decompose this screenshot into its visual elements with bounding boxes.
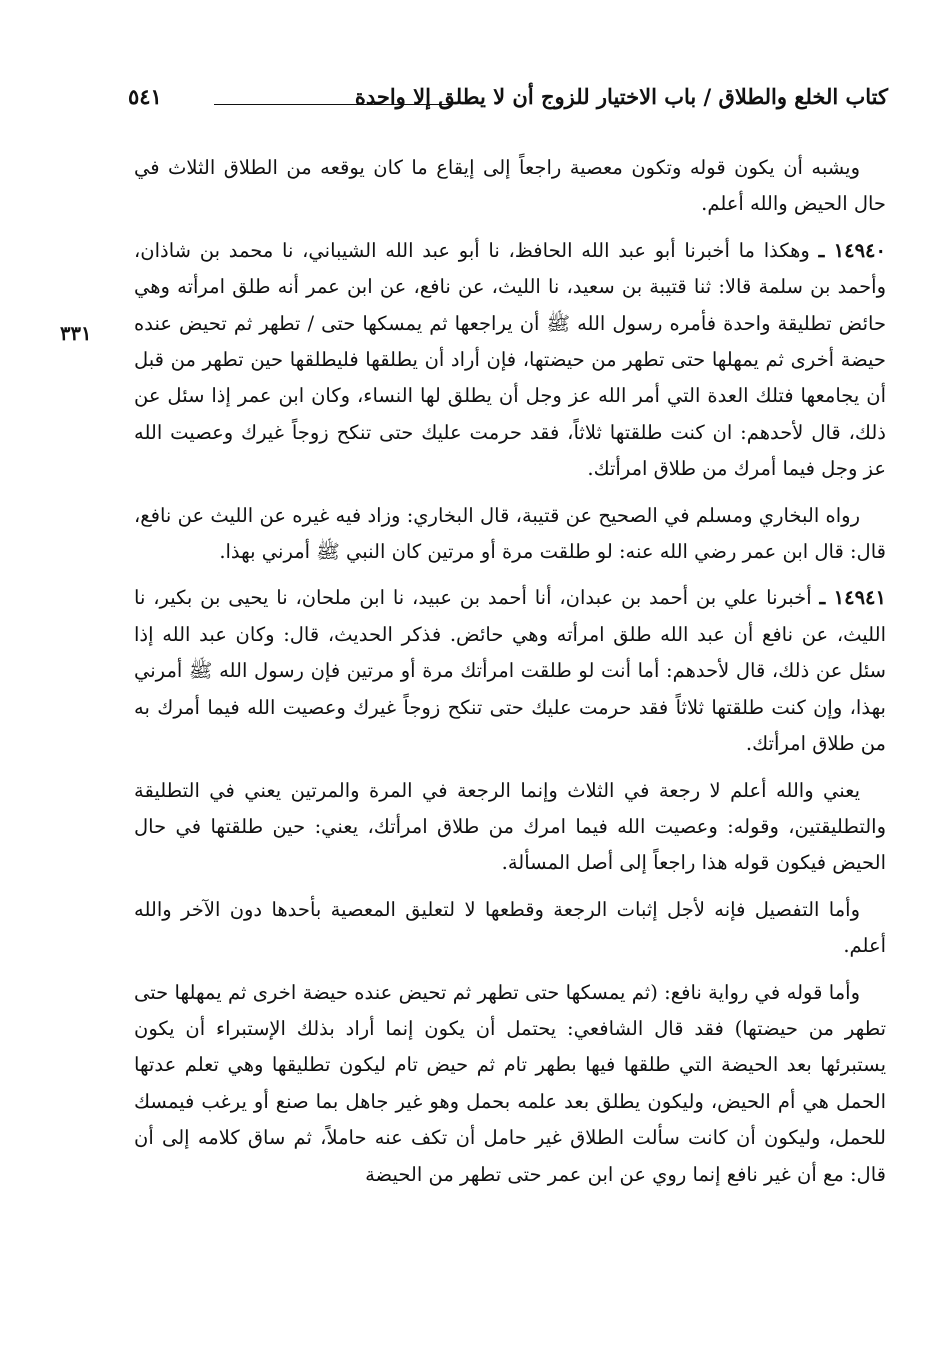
paragraph — [134, 498, 886, 571]
page-header — [128, 78, 888, 122]
margin-manuscript-folio: ٣٣١ — [60, 322, 92, 345]
header-rule — [214, 104, 452, 105]
paragraph — [134, 773, 886, 882]
page-number: ٥٤١ — [128, 84, 162, 109]
paragraph-text: أخبرنا علي بن أحمد بن عبدان، أنا أحمد بن عبيد، نا ابن ملحان، نا يحيى بن بكير، نا الليث، عن نافع أن عبد الله طلق امرأته وهي حائض. فذكر الحديث، قال: وكان عبد الله إذا سئل عن ذلك، قال لأحدهم: أما أنت لو طلقت امرأتك مرة أو مرتين فإن رسول الله ﷺ أمرني بهذا، وإن كنت طلقتها ثلاثاً فقد حرمت عليك حتى تنكح زوجاً غيرك وعصيت الله فيما أمرك به من طلاق امرأتك. — [134, 586, 886, 756]
paragraph — [134, 892, 886, 965]
paragraph-text: رواه البخاري ومسلم في الصحيح عن قتيبة، قال البخاري: وزاد فيه غيره عن الليث عن نافع، قال: قال ابن عمر رضي الله عنه: لو طلقت مرة أو مرتين كان النبي ﷺ أمرني بهذا. — [134, 503, 886, 564]
paragraph-text: وهكذا ما أخبرنا أبو عبد الله الحافظ، نا أبو عبد الله الشيباني، نا محمد بن شاذان، وأحمد بن سلمة قالا: ثنا قتيبة بن سعيد، نا الليث، عن نافع، عن ابن عمر أنه طلق امرأته وهي حائض تطليقة واحدة فأمره رسول الله ﷺ أن يراجعها ثم يمسكها حتى / تطهر ثم تحيض عنده حيضة أخرى ثم يمهلها حتى تطهر من حيضتها، فإن أراد أن يطلقها فليطلقها حين تطهر من قبل أن يجامعها فتلك العدة التي أمر الله عز وجل أن يطلق لها النساء، وكان ابن عمر إذا سئل عن ذلك، قال لأحدهم: ان كنت طلقتها ثلاثاً، فقد حرمت عليك حتى تنكح زوجاً غيرك وعصيت الله عز وجل فيما أمرك من طلاق امرأتك. — [134, 238, 886, 481]
paragraph-text: يعني والله أعلم لا رجعة في الثلاث وإنما الرجعة في المرة والمرتين يعني في التطليقة والتطليقتين، وقوله: وعصيت الله فيما امرك من طلاق امرأتك، يعني: حين طلقتها في حال الحيض فيكون قوله هذا راجعاً إلى أصل المسألة. — [134, 778, 886, 875]
body-text — [134, 150, 886, 1203]
paragraph-text: ويشبه أن يكون قوله وتكون معصية راجعاً إلى إيقاع ما كان يوقعه من الطلاق الثلاث في حال الحيض والله أعلم. — [134, 156, 886, 216]
hadith-number: ١٤٩٤٠ ـ — [818, 238, 886, 262]
paragraph — [134, 975, 886, 1193]
paragraph-text: وأما قوله في رواية نافع: (ثم يمسكها حتى تطهر ثم تحيض عنده حيضة اخرى ثم يمهلها حتى تطهر من حيضتها) فقد قال الشافعي: يحتمل أن يكون إنما أراد بذلك الإستبراء أن يكون يستبرئها بعد الحيضة التي طلقها فيها بطهر تام ثم حيض تام ليكون تطليقها وهي تعلم عدتها الحمل هي أم الحيض، وليكون يطلق بعد علمه بحمل وهو غير جاهل بما صنع أو يرغب فيمسك للحمل، وليكون أن كانت سألت الطلاق غير حامل أن تكف عنه حاملاً، ثم ساق كلامه إلى أن قال: مع أن غير نافع إنما روي عن ابن عمر حتى تطهر من الحيضة — [134, 980, 886, 1186]
hadith-paragraph — [134, 233, 886, 488]
hadith-number: ١٤٩٤١ ـ — [819, 586, 886, 610]
running-title: كتاب الخلع والطلاق / باب الاختيار للزوج أن لا يطلق إلا واحدة — [354, 84, 888, 109]
paragraph-text: وأما التفصيل فإنه لأجل إثبات الرجعة وقطعها لا لتعليق المعصية بأحدها دون الآخر والله أعلم. — [134, 897, 886, 958]
hadith-paragraph — [134, 580, 886, 762]
paragraph — [134, 150, 886, 223]
